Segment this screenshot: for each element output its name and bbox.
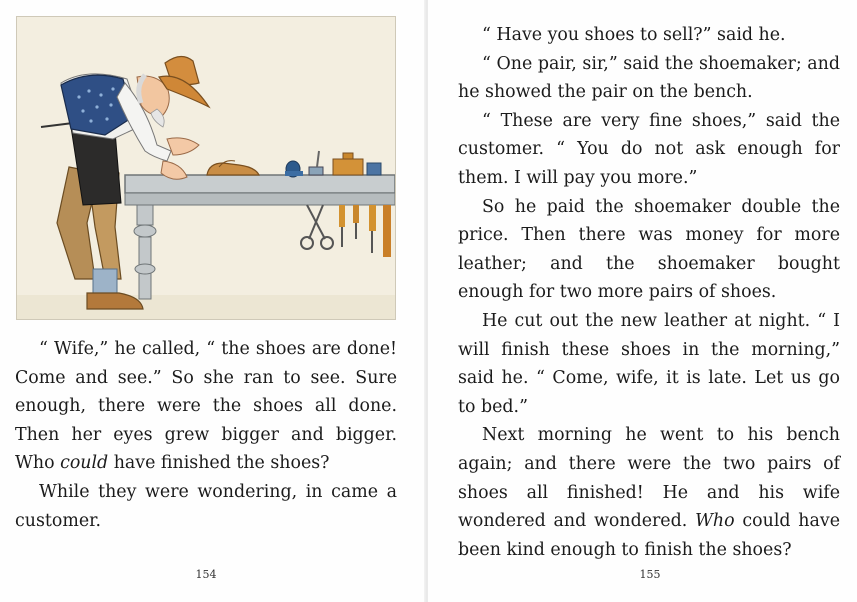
paragraph-text: He cut out the new leather at night. “ I will finish these shoes in the morning,” said he. “ Come, wife, it is late. Let us go to bed.” xyxy=(458,310,840,417)
page-number: 154 xyxy=(195,568,217,581)
paragraph-text: “ Wife,” he called, “ the shoes are done! Come and see.” So she ran to see. Sure enough, there were the shoes all done. Then her eyes grew bigger and bigger. Who xyxy=(15,339,397,474)
paragraph xyxy=(458,421,840,564)
paragraph-text: Next morning he went to his bench again; and there were the two pairs of shoes all finished! He and his wife wondered and wondered. xyxy=(458,425,840,532)
paragraph xyxy=(15,335,397,478)
paragraph-text: “ Have you shoes to sell?” said he. xyxy=(482,25,786,45)
paragraph-text: could have been kind enough to finish the shoes? xyxy=(458,511,840,560)
paragraph-text: So he paid the shoemaker double the price. Then there was money for more leather; and the shoemaker bought enough for two more pairs of shoes. xyxy=(458,196,840,303)
paragraph xyxy=(458,193,840,307)
paragraph-text: have finished the shoes? xyxy=(108,453,330,474)
paragraph xyxy=(458,50,840,107)
paragraph-text: “ One pair, sir,” said the shoemaker; and he showed the pair on the bench. xyxy=(458,53,840,103)
page-number: 155 xyxy=(639,568,661,581)
italic-word: Who xyxy=(695,511,735,532)
paragraph-text: “ These are very fine shoes,” said the customer. “ You do not ask enough for them. I will pay you more.” xyxy=(458,110,840,188)
paragraph xyxy=(15,478,397,535)
shoemaker-illustration xyxy=(16,16,396,320)
left-page-text xyxy=(15,335,397,535)
paragraph xyxy=(458,307,840,421)
paragraph xyxy=(458,107,840,193)
paragraph xyxy=(458,21,840,50)
italic-word: could xyxy=(60,453,109,474)
paragraph-text: While they were wondering, in came a customer. xyxy=(15,481,397,531)
left-page xyxy=(0,0,425,602)
right-page-text xyxy=(458,21,840,564)
